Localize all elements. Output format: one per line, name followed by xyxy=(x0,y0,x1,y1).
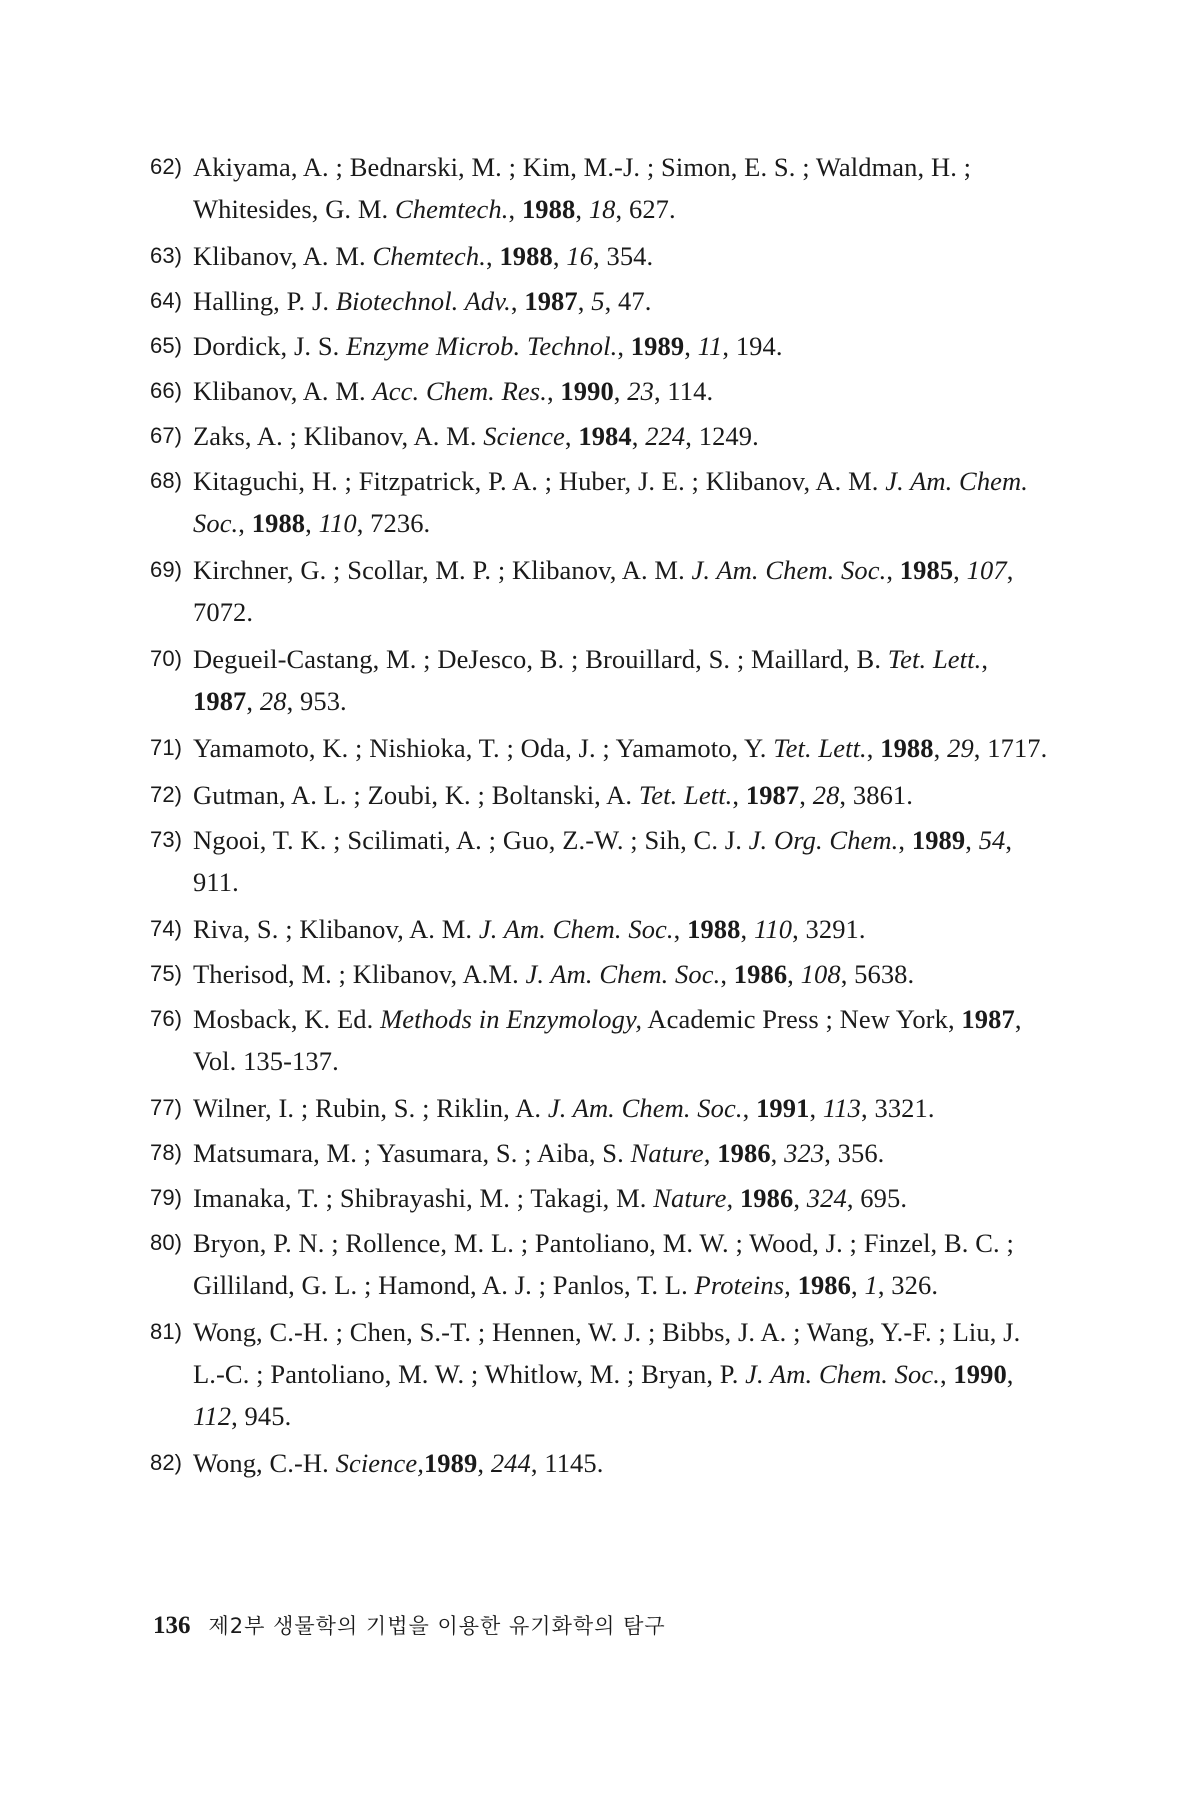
reference-italic: 28 xyxy=(259,686,287,716)
reference-text xyxy=(193,325,1050,367)
reference-segment: , xyxy=(613,376,628,406)
reference-item xyxy=(150,549,1050,633)
reference-italic: J. Am. Chem. Soc. xyxy=(691,555,887,585)
reference-number: 76) xyxy=(150,1006,183,1031)
reference-segment: , xyxy=(981,644,989,674)
reference-segment: Mosback, K. Ed. xyxy=(193,1004,381,1034)
reference-italic: 29 xyxy=(947,733,974,763)
reference-segment: , 627. xyxy=(615,194,676,224)
reference-segment: , xyxy=(939,1359,954,1389)
reference-segment: , xyxy=(866,733,881,763)
reference-year: 1990 xyxy=(953,1359,1007,1389)
reference-item xyxy=(150,415,1050,457)
reference-text xyxy=(193,370,1050,412)
reference-number: 79) xyxy=(150,1185,183,1210)
reference-segment: Kirchner, G. ; Scollar, M. P. ; Klibanov, A. M. xyxy=(193,555,692,585)
reference-italic: Tet. Lett. xyxy=(887,644,982,674)
reference-segment: , 3861. xyxy=(839,780,913,810)
reference-segment: , 326. xyxy=(877,1270,939,1300)
reference-segment: , xyxy=(246,686,260,716)
reference-number: 67) xyxy=(150,423,183,448)
reference-year: 1986 xyxy=(733,959,788,989)
reference-segment: Halling, P. J. xyxy=(193,286,336,316)
reference-number: 77) xyxy=(150,1095,183,1120)
reference-item xyxy=(150,370,1050,412)
reference-item xyxy=(150,908,1050,950)
reference-segment: Degueil-Castang, M. ; DeJesco, B. ; Brouillard, S. ; Maillard, B. xyxy=(193,644,888,674)
reference-italic: Methods in Enzymology, xyxy=(380,1004,643,1034)
reference-year: 1987 xyxy=(524,286,578,316)
reference-segment: , xyxy=(546,376,561,406)
reference-year: 1988 xyxy=(687,914,741,944)
reference-italic: 108 xyxy=(800,959,841,989)
reference-number: 81) xyxy=(150,1319,183,1344)
reference-italic: Biotechnol. Adv. xyxy=(335,286,511,316)
reference-segment: , 356. xyxy=(824,1138,885,1168)
reference-italic: J. Am. Chem. Soc. xyxy=(478,914,674,944)
reference-segment: , xyxy=(787,959,801,989)
reference-italic: J. Am. Chem. Soc. xyxy=(525,959,721,989)
reference-segment: , Vol. 135-137. xyxy=(193,1004,1022,1076)
reference-italic: Chemtech. xyxy=(395,194,509,224)
reference-item xyxy=(150,1087,1050,1129)
reference-segment: , 1145. xyxy=(530,1448,604,1478)
reference-text xyxy=(193,727,1050,769)
reference-number: 72) xyxy=(150,782,183,807)
reference-year: 1988 xyxy=(521,194,576,224)
reference-segment: , 953. xyxy=(286,686,347,716)
reference-segment: , 354. xyxy=(593,241,654,271)
reference-italic: 110 xyxy=(318,508,357,538)
reference-segment: , xyxy=(732,780,746,810)
reference-item xyxy=(150,1442,1050,1484)
reference-segment: Riva, S. ; Klibanov, A. M. xyxy=(193,914,479,944)
reference-item xyxy=(150,460,1050,544)
reference-item xyxy=(150,1311,1050,1437)
reference-item xyxy=(150,1177,1050,1219)
reference-segment: , xyxy=(742,1093,757,1123)
reference-segment: , xyxy=(575,194,589,224)
reference-segment: Wong, C.-H. ; Chen, S.-T. ; Hennen, W. J. ; Bibbs, J. A. ; Wang, Y.-F. ; Liu, J. L.-C. ; Pantoliano, M. W. ; Whitlow, M. ; Bryan, P. xyxy=(193,1317,1021,1389)
reference-segment: , 1717. xyxy=(973,733,1048,763)
reference-segment: , 945. xyxy=(231,1401,292,1431)
reference-text xyxy=(193,1087,1050,1129)
reference-text xyxy=(193,998,1050,1082)
reference-text xyxy=(193,235,1050,277)
reference-item xyxy=(150,1132,1050,1174)
reference-text xyxy=(193,908,1050,950)
reference-segment: , 911. xyxy=(193,825,1013,897)
reference-segment: Klibanov, A. M. xyxy=(193,376,373,406)
reference-item xyxy=(150,998,1050,1082)
reference-segment xyxy=(733,1183,740,1213)
reference-segment: , xyxy=(793,1183,807,1213)
reference-item xyxy=(150,280,1050,322)
reference-number: 65) xyxy=(150,333,183,358)
reference-item xyxy=(150,953,1050,995)
reference-segment: , xyxy=(740,914,754,944)
reference-number: 80) xyxy=(150,1230,183,1255)
reference-segment: , xyxy=(770,1138,785,1168)
reference-segment: Yamamoto, K. ; Nishioka, T. ; Oda, J. ; Yamamoto, Y. xyxy=(193,733,774,763)
reference-segment: , 7072. xyxy=(193,555,1014,627)
reference-italic: Nature, xyxy=(653,1183,734,1213)
reference-segment: , xyxy=(684,331,698,361)
reference-segment: , xyxy=(953,555,967,585)
reference-item xyxy=(150,146,1050,230)
reference-italic: 244 xyxy=(490,1448,531,1478)
reference-segment xyxy=(791,1270,798,1300)
reference-italic: Acc. Chem. Res. xyxy=(372,376,547,406)
reference-segment: , xyxy=(851,1270,865,1300)
reference-segment: , xyxy=(238,508,252,538)
reference-year: 1986 xyxy=(739,1183,794,1213)
reference-segment: , xyxy=(552,241,567,271)
reference-text xyxy=(193,953,1050,995)
reference-italic: 324 xyxy=(806,1183,847,1213)
reference-text xyxy=(193,549,1050,633)
reference-text xyxy=(193,1177,1050,1219)
reference-segment: , xyxy=(720,959,734,989)
reference-year: 1989 xyxy=(911,825,966,855)
reference-segment: , xyxy=(617,331,631,361)
reference-text xyxy=(193,460,1050,544)
reference-segment: , xyxy=(1006,1359,1014,1389)
reference-italic: 28 xyxy=(812,780,840,810)
reference-italic: 112 xyxy=(193,1401,232,1431)
reference-segment: Kitaguchi, H. ; Fitzpatrick, P. A. ; Huber, J. E. ; Klibanov, A. M. xyxy=(193,466,886,496)
reference-italic: Nature, xyxy=(630,1138,711,1168)
reference-number: 63) xyxy=(150,243,183,268)
reference-year: 1985 xyxy=(899,555,954,585)
reference-text xyxy=(193,1311,1050,1437)
reference-segment: , 7236. xyxy=(356,508,431,538)
reference-segment: Matsumara, M. ; Yasumara, S. ; Aiba, S. xyxy=(193,1138,631,1168)
reference-italic: 5 xyxy=(591,286,605,316)
reference-italic: 113 xyxy=(822,1093,862,1123)
reference-text xyxy=(193,774,1050,816)
reference-segment: Akiyama, A. ; Bednarski, M. ; Kim, M.-J. ; Simon, E. S. ; Waldman, H. ; Whitesides, G. M. xyxy=(193,152,972,224)
reference-item xyxy=(150,638,1050,722)
reference-year: 1989 xyxy=(423,1448,478,1478)
reference-italic: 110 xyxy=(753,914,793,944)
reference-segment: , 47. xyxy=(604,286,652,316)
reference-segment: , 3321. xyxy=(861,1093,935,1123)
reference-item xyxy=(150,325,1050,367)
reference-item xyxy=(150,727,1050,769)
reference-segment: Therisod, M. ; Klibanov, A.M. xyxy=(193,959,526,989)
reference-italic: Enzyme Microb. Technol. xyxy=(346,331,618,361)
reference-year: 1991 xyxy=(756,1093,810,1123)
reference-segment: , 194. xyxy=(722,331,783,361)
reference-segment: , xyxy=(486,241,500,271)
reference-text xyxy=(193,1222,1050,1306)
reference-segment: Dordick, J. S. xyxy=(193,331,347,361)
reference-text xyxy=(193,280,1050,322)
reference-italic: 11 xyxy=(697,331,723,361)
reference-year: 1988 xyxy=(251,508,306,538)
reference-segment: Imanaka, T. ; Shibrayashi, M. ; Takagi, M. xyxy=(193,1183,654,1213)
reference-segment: , xyxy=(898,825,912,855)
reference-number: 70) xyxy=(150,646,183,671)
reference-number: 82) xyxy=(150,1450,183,1475)
reference-segment: , xyxy=(809,1093,823,1123)
page-footer xyxy=(153,1610,666,1640)
footer-title: 제2부 생물학의 기법을 이용한 유기화학의 탐구 xyxy=(208,1614,666,1638)
reference-text xyxy=(193,638,1050,722)
reference-text xyxy=(193,1132,1050,1174)
reference-segment: , xyxy=(564,421,579,451)
reference-number: 68) xyxy=(150,468,183,493)
reference-segment: , xyxy=(965,825,979,855)
reference-italic: J. Am. Chem. Soc. xyxy=(745,1359,940,1389)
reference-number: 75) xyxy=(150,961,183,986)
reference-year: 1987 xyxy=(193,686,247,716)
reference-italic: 224 xyxy=(645,421,686,451)
reference-number: 73) xyxy=(150,827,183,852)
reference-italic: 1 xyxy=(864,1270,878,1300)
reference-italic: J. Am. Chem. Soc. xyxy=(547,1093,743,1123)
reference-year: 1988 xyxy=(499,241,553,271)
reference-italic: 23 xyxy=(627,376,654,406)
reference-text xyxy=(193,1442,1050,1484)
reference-year: 1987 xyxy=(745,780,800,810)
reference-italic: 18 xyxy=(588,194,616,224)
reference-number: 74) xyxy=(150,916,183,941)
reference-year: 1987 xyxy=(961,1004,1015,1034)
reference-text xyxy=(193,415,1050,457)
reference-segment: , xyxy=(477,1448,491,1478)
reference-year: 1984 xyxy=(578,421,632,451)
reference-italic: 323 xyxy=(784,1138,825,1168)
reference-segment: , xyxy=(886,555,900,585)
reference-number: 66) xyxy=(150,378,183,403)
reference-italic: 54 xyxy=(978,825,1006,855)
reference-year: 1989 xyxy=(630,331,685,361)
reference-segment: , 1249. xyxy=(685,421,759,451)
reference-segment: , xyxy=(799,780,813,810)
reference-italic: 16 xyxy=(566,241,594,271)
reference-italic: J. Org. Chem. xyxy=(748,825,899,855)
reference-list xyxy=(150,146,1050,1487)
reference-segment: Academic Press ; New York, xyxy=(642,1004,962,1034)
reference-segment: Klibanov, A. M. xyxy=(193,241,373,271)
reference-segment: , xyxy=(631,421,646,451)
reference-number: 64) xyxy=(150,288,183,313)
reference-segment: Wilner, I. ; Rubin, S. ; Riklin, A. xyxy=(193,1093,548,1123)
reference-year: 1990 xyxy=(560,376,614,406)
reference-italic: Science xyxy=(483,421,565,451)
page-number: 136 xyxy=(153,1612,191,1639)
reference-number: 62) xyxy=(150,154,183,179)
reference-italic: Chemtech. xyxy=(372,241,486,271)
reference-segment: , 114. xyxy=(653,376,714,406)
reference-year: 1986 xyxy=(717,1138,771,1168)
reference-item xyxy=(150,819,1050,903)
reference-segment: , xyxy=(577,286,592,316)
reference-segment: , xyxy=(933,733,948,763)
reference-segment: Zaks, A. ; Klibanov, A. M. xyxy=(193,421,484,451)
reference-text xyxy=(193,819,1050,903)
reference-segment: Wong, C.-H. xyxy=(193,1448,336,1478)
reference-italic: Proteins, xyxy=(694,1270,791,1300)
reference-segment: Bryon, P. N. ; Rollence, M. L. ; Pantoliano, M. W. ; Wood, J. ; Finzel, B. C. ; Gilliland, G. L. ; Hamond, A. J. ; Panlos, T. L. xyxy=(193,1228,1014,1300)
reference-italic: J. Am. Chem. Soc. xyxy=(193,466,1028,538)
reference-segment: , xyxy=(510,286,525,316)
reference-segment: , 695. xyxy=(846,1183,908,1213)
reference-item xyxy=(150,235,1050,277)
reference-number: 78) xyxy=(150,1140,183,1165)
reference-italic: Science, xyxy=(335,1448,424,1478)
reference-segment: , xyxy=(305,508,319,538)
reference-segment: , 5638. xyxy=(840,959,915,989)
reference-year: 1988 xyxy=(880,733,934,763)
reference-segment: , 3291. xyxy=(792,914,866,944)
reference-segment: , xyxy=(673,914,688,944)
reference-item xyxy=(150,774,1050,816)
reference-italic: Tet. Lett. xyxy=(773,733,867,763)
reference-text xyxy=(193,146,1050,230)
reference-segment: , xyxy=(508,194,522,224)
reference-item xyxy=(150,1222,1050,1306)
reference-segment: Gutman, A. L. ; Zoubi, K. ; Boltanski, A. xyxy=(193,780,639,810)
reference-number: 69) xyxy=(150,557,183,582)
reference-segment: Ngooi, T. K. ; Scilimati, A. ; Guo, Z.-W. ; Sih, C. J. xyxy=(193,825,749,855)
reference-italic: 107 xyxy=(966,555,1007,585)
reference-italic: Tet. Lett. xyxy=(638,780,733,810)
reference-number: 71) xyxy=(150,735,183,760)
reference-year: 1986 xyxy=(797,1270,852,1300)
